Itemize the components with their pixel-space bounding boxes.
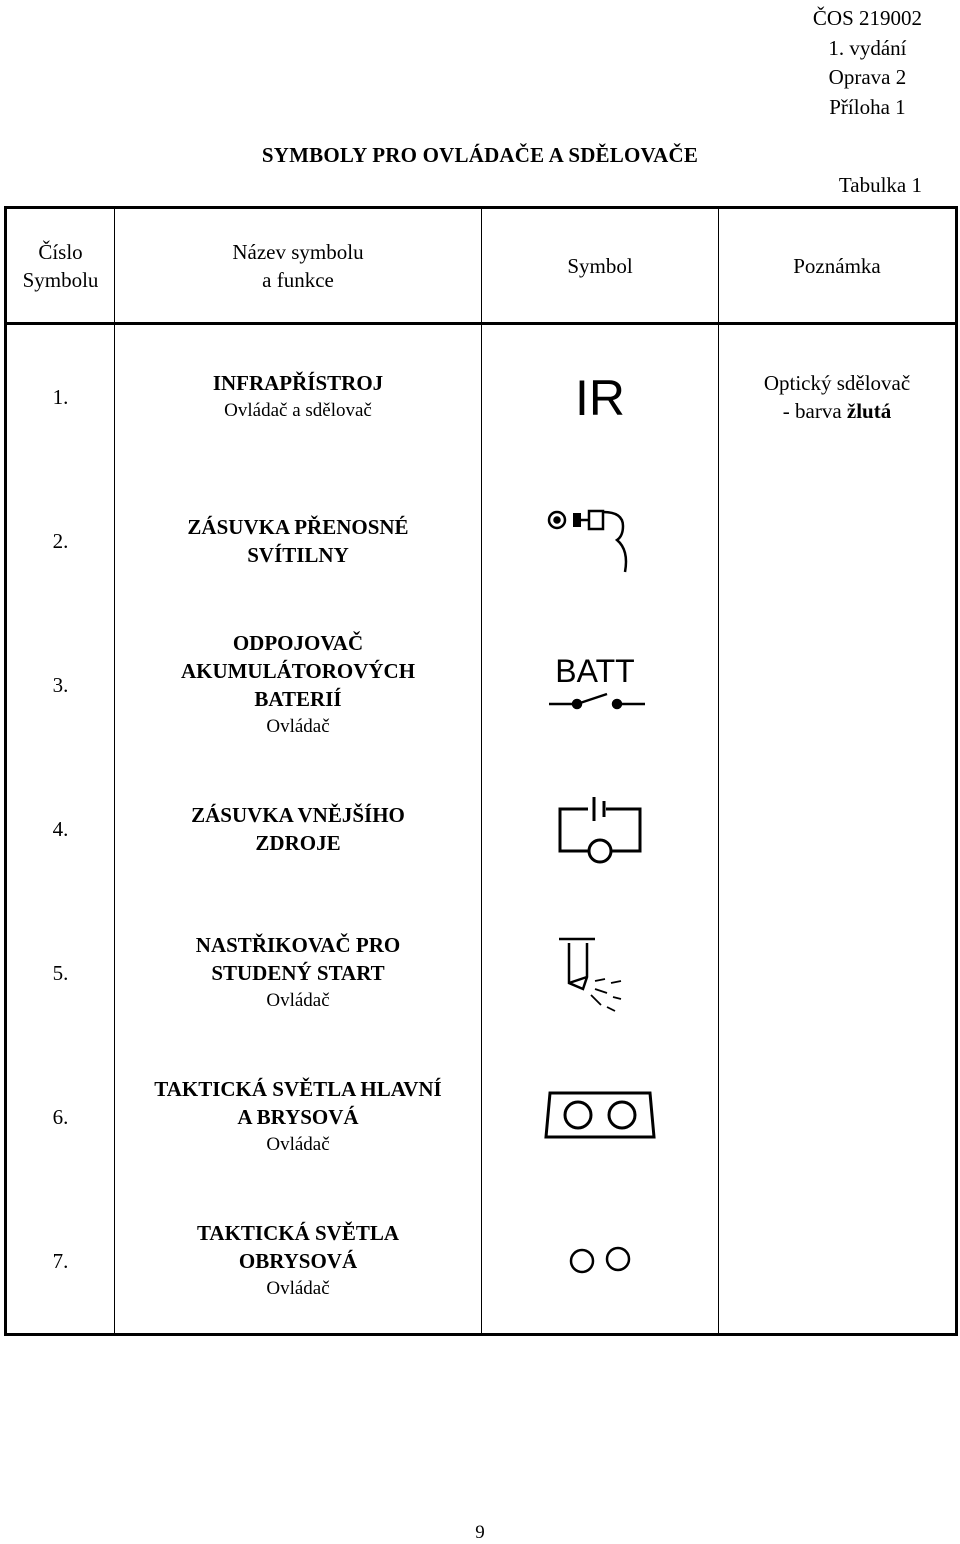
cold-start-injector-icon xyxy=(482,901,719,1045)
document-header xyxy=(813,4,922,122)
column-header-symbol: Symbol xyxy=(482,208,719,324)
row-note xyxy=(719,757,957,901)
row-number: 7. xyxy=(52,1249,69,1273)
table-label: Tabulka 1 xyxy=(838,173,922,197)
row-number: 4. xyxy=(52,817,69,841)
symbols-table xyxy=(4,206,958,1336)
annex: Příloha 1 xyxy=(829,94,906,119)
column-header-name: Název symbolu a funkce xyxy=(115,208,482,324)
row-name: TAKTICKÁ SVĚTLA OBRYSOVÁ Ovládač xyxy=(115,1189,482,1335)
column-header-note: Poznámka xyxy=(719,208,957,324)
external-power-socket-icon xyxy=(482,757,719,901)
column-header-number: Číslo Symbolu xyxy=(6,208,115,324)
table-row xyxy=(6,901,957,1045)
table-row xyxy=(6,1189,957,1335)
edition: 1. vydání xyxy=(828,35,907,60)
standard-code: ČOS 219002 xyxy=(812,6,922,30)
main-blackout-lights-icon xyxy=(482,1045,719,1189)
portable-lamp-socket-icon xyxy=(482,469,719,613)
row-number: 5. xyxy=(52,961,69,985)
table-row xyxy=(6,469,957,613)
svg-text:BATT: BATT xyxy=(555,653,635,689)
table-row xyxy=(6,1045,957,1189)
page-title: SYMBOLY PRO OVLÁDAČE A SDĚLOVAČE xyxy=(261,143,699,167)
row-name: ZÁSUVKA VNĚJŠÍHO ZDROJE xyxy=(115,757,482,901)
ir-icon xyxy=(482,324,719,470)
table-row xyxy=(6,613,957,757)
row-number: 1. xyxy=(52,385,69,409)
amendment: Oprava 2 xyxy=(828,65,907,89)
table-header-row xyxy=(6,208,957,324)
table-row xyxy=(6,757,957,901)
row-number: 6. xyxy=(52,1105,69,1129)
row-note: Optický sdělovač - barva žlutá xyxy=(719,324,957,470)
row-name: ZÁSUVKA PŘENOSNÉ SVÍTILNY xyxy=(115,469,482,613)
row-name: TAKTICKÁ SVĚTLA HLAVNÍ A BRYSOVÁ Ovládač xyxy=(115,1045,482,1189)
marker-lights-icon xyxy=(482,1189,719,1335)
row-note xyxy=(719,1045,957,1189)
row-note xyxy=(719,901,957,1045)
row-note xyxy=(719,613,957,757)
row-name: NASTŘIKOVAČ PRO STUDENÝ START Ovládač xyxy=(115,901,482,1045)
svg-text:IR: IR xyxy=(575,370,625,426)
row-number: 3. xyxy=(52,673,69,697)
table-row xyxy=(6,324,957,470)
page-number: 9 xyxy=(475,1522,485,1543)
row-note xyxy=(719,1189,957,1335)
row-name: INFRAPŘÍSTROJ Ovládač a sdělovač xyxy=(115,324,482,470)
battery-disconnect-icon xyxy=(482,613,719,757)
row-note xyxy=(719,469,957,613)
row-name: ODPOJOVAČ AKUMULÁTOROVÝCH BATERIÍ Ovládač xyxy=(115,613,482,757)
row-number: 2. xyxy=(52,529,69,553)
